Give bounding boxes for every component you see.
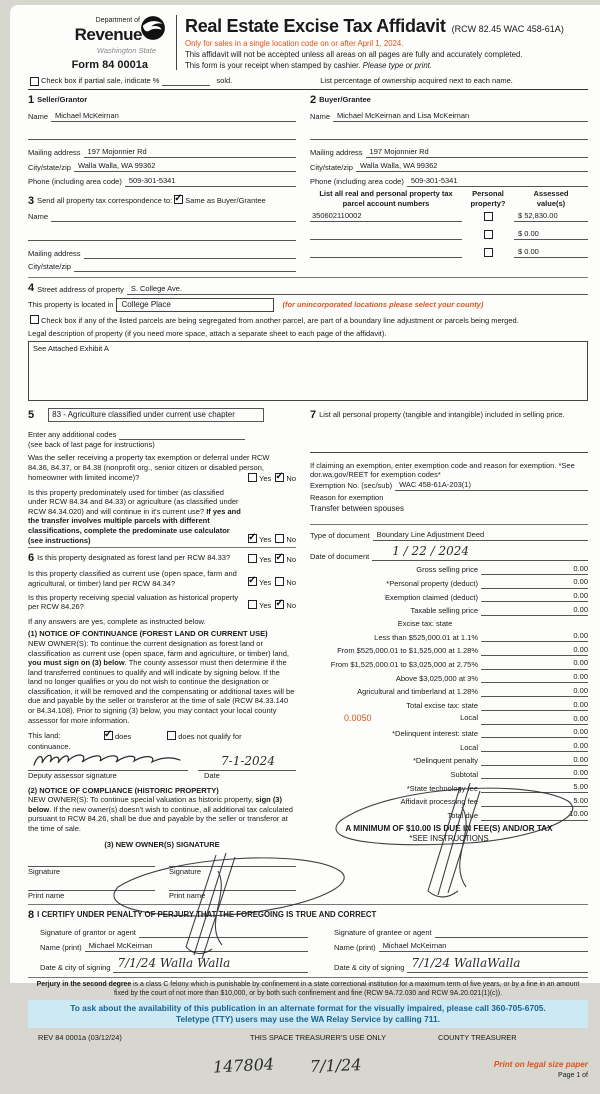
money-label: Above $3,025,000 at 3% [395, 673, 478, 683]
grantee-name-field[interactable]: Michael McKeirnan [379, 941, 588, 952]
money-value[interactable]: 0.00 [552, 605, 588, 616]
money-value[interactable]: 0.00 [552, 700, 588, 711]
exemption-intro: If claiming an exemption, enter exemption code and reason for exemption. *See dor.wa.gov/REET for exemption codes* [310, 460, 575, 480]
money-value[interactable]: 0.00 [552, 768, 588, 779]
q2-yes-checkbox[interactable] [248, 534, 257, 543]
money-value[interactable]: 5.00 [552, 782, 588, 793]
additional-codes-label: Enter any additional codes [28, 430, 117, 440]
seller-mailing-label: Mailing address [28, 148, 81, 158]
stamp-date: 7/1/24 [309, 1055, 362, 1077]
grantor-sig-field[interactable] [139, 928, 308, 938]
page-title: Real Estate Excise Tax Affidavit [185, 16, 446, 36]
header-divider [176, 15, 177, 70]
print-label-2: Print name [169, 890, 206, 900]
buyer-mailing-label: Mailing address [310, 148, 363, 158]
logo-revenue: Revenue [74, 24, 142, 44]
assessed-value-field-3[interactable]: $ 0.00 [514, 247, 588, 258]
reason-label: Reason for exemption [310, 492, 384, 502]
money-value[interactable]: 10.00 [552, 809, 588, 820]
q1-no-checkbox[interactable] [275, 473, 284, 482]
seller-name-field[interactable]: Michael McKeirnan [51, 111, 296, 122]
partial-sale-row [28, 76, 588, 86]
corr-name2-field[interactable] [28, 231, 296, 241]
corr-city-field[interactable] [74, 262, 296, 272]
buyer-mailing-field[interactable]: 197 Mojonnier Rd [366, 147, 588, 158]
money-label: *Delinquent interest: state [392, 728, 478, 738]
street-label: Street address of property [37, 285, 124, 295]
money-label: Total due [447, 810, 478, 820]
question-forest-land: 6 Is this property designated as forest land per RCW 84.33? Yes ✓ No [28, 551, 296, 565]
land-qualify-row: This land: ✓ does does not qualify for [28, 731, 296, 742]
logo-state: Washington State [96, 45, 156, 55]
money-label: Agricultural and timberland at 1.28% [357, 687, 478, 697]
continuance-word: continuance. [28, 741, 71, 751]
seller-mailing-field[interactable]: 197 Mojonnier Rd [84, 147, 296, 158]
county-treasurer-label: COUNTY TREASURER [438, 1032, 517, 1042]
parcel-row [310, 229, 588, 240]
exemption-no-label: Exemption No. (sec/sub) [310, 481, 393, 491]
seller-city-label: City/state/zip [28, 162, 71, 172]
seller-phone-field[interactable]: 509-301-5341 [125, 176, 296, 187]
money-value[interactable]: 0.00 [552, 658, 588, 669]
affidavit-page: Department of Revenue Washington State Form 84 0001a Real Estate Excise Tax Affidavit (RCW 82.45 WAC 458-61A) Only for sales in a single location code on or after April 1, 2024. This affidavit will not be accepted unless all areas on all pages are fully and accurately completed. This form is your receipt when stamped by cashier. Please type or print. Check box if partial sale, indicate % sold. List percentage of ownership acquired next to each name. 1 Seller/Grantor Name Michael McKeirnan Mailing address 197 Mojonnier Rd City/state/zip Walla Walla, WA 99362 Phone (including area code) 509-301-5341 3 Send all property tax correspondence to: ✓ Same as Buyer/Grantee Name Mailing address City/state/zip 2 Buyer/Grantee Name Michael McKeirnan and Lisa McKeirnan Mailing address 197 Mojonnier Rd City/state/zip Walla Walla, WA 99362 Phone (including area code) 509-301-5341 List all real and personal property tax parcel account numbers Personal property? Assessed value(s) 350602110002 $ 52,830.00 $ 0.00 $ 0.00 4 Street address of property S. College Ave. This property is located in College Place (for unincorporated locations please select your county) Check box if any of the listed parcels are being segregated from another parcel, are part of a boundary line adjustment or parcels being merged. Legal description of property (if you need more space, attach a separate sheet to each page of the affidavit). See Attached Exhibit A 5 83 - Agriculture classified under current use chapter Enter any additional codes (see back of last page for instructions) Was the seller receiving a property tax exemption or deferral under RCW 84.36, 84.37, or 84.38 (nonprofit org., senior citizen or disabled person, homeowner with limited income)? Yes ✓ No Is this property predominately used for timber (as classified under RCW 84.34 and 84.33) or agriculture (as classified under RCW 84.34.020) and will continue in it's current use? If yes and the transfer involves multiple parcels with different classifications, complete the predominate use calculator (see instructions) ✓ Yes No 6 Is this property designated as forest land per RCW 84.33? Yes ✓ No Is this property classified as current use (open space, farm and agricultural, or timber) land per RCW 84.34? ✓ Yes No Is this property receiving special valuation as historical property per RCW 84.26? Yes ✓ No If any answers are yes, complete as instructed below. (1) NOTICE OF CONTINUANCE (FOREST LAND OR CURRENT USE) NEW OWNER(S): To continue the current designation as forest land or classification as current use (open space, farm and agriculture, or timber) land, you must sign on (3) below. The county assessor must then determine if the land transferred continues to qualify and will indicate by signing below. If the land no longer qualifies or you do not wish to continue the designation or classification, it will be removed and the compensating or additional taxes will be due and payable by the seller or transferor at the time of sale (RCW 84.33.140 or 84.34.108). Prior to signing (3) below, you may contact your local county assessor for more information. This land: ✓ does does not qualify for continuance. 7-1-2024 Deputy assessor signature Date (2) NOTICE OF COMPLIANCE (HISTORIC PROPERTY) NEW OWNER(S): To continue special valuation as historic property, sign (3) below. If the new owner(s) doesn't wish to continue, all additional tax calculated pursuant to RCW 84.26, shall be due and payable by the seller or transferor at the time of sale. (3) NEW OWNER(S) SIGNATURE Signature Print name Signature Print name 7 List all personal property (tangible and intangible) included in selling price. If claiming an exemption, enter exemption code and reason for exemption. *See dor.wa.gov/REET for exemption codes* Exemption No. (sec/sub) WAC 458-61A-203(1) Reason for exemption Transfer between spouses Type of document Boundary Line Adjustment Deed Date of document 1 / 22 / 2024 Gross selling price 0.00 *Personal property (deduct) 0.00 Exemption claimed (deduct) 0.00 Taxable selling price 0.00 Excise tax: state Less than $525,000.01 at 1.1% 0.00 From $525,000.01 to $1,525,000 at 1.28% 0.00 From $1,525,000.01 to $3,025,000 at 2.75% 0.00 Above $3,025,000 at 3% 0.00 Agricultural and timberland at 1.28% 0.00 Total excise tax: state 0.00 0.0050 Local 0.00 *Delinquent interest: state 0.00 Local 0.00 *Delinquent penalty 0.00 Subtotal 0.00 *State technology fee 5.00 Affidavit processing fee 5.00 Total due 10.00 A MINIMUM OF $10.00 IS DUE IN FEE(S) AND/OR TAX *SEE INSTRUCTIONS 8 I CERTIFY UNDER PENALTY OF PERJURY THAT THE FOREGOING IS TRUE AND CORRECT Signature of grantor or agent Name (print) Michael McKeirnan Date & city of signing 7/1/24 Walla Walla Signature of grantee or agent Name (print) Michael McKeirnan Date & city of signing 7/1/24 WallaWalla Perjury in the second degree is a class C felony which is punishable by confinement in a state correctional institution for a maximum term of five years, or by a fine in an amount fixed by the court of not more than $10,000, or by both such confinement and fine (RCW 9A.72.030 and RCW 9A.20.021(1)(c)). To ask about the availability of this publication in an alternate format for the visually impaired, please call 360-705-6705. Teletype (TTY) users may use the WA Relay Service by calling 711. REV 84 0001a (03/12/24) THIS SPACE TREASURER'S USE ONLY COUNTY TREASURER 147804 7/1/24 Print on legal size paper Page 1 of [10, 5, 600, 983]
accessibility-band: To ask about the availability of this publication in an alternate format for the visually impaired, please call 360-705-6705. Teletype (TTY) users may use the WA Relay Service by calling 711. [28, 1000, 588, 1028]
section7-intro: 7 List all personal property (tangible and intangible) included in selling price. [310, 408, 565, 421]
parcel-number-field-3[interactable] [310, 248, 462, 258]
question-current-use: Is this property classified as current use (open space, farm and agricultural, or timber) land per RCW 84.34? ✓ Yes No [28, 569, 296, 588]
seller-name-label: Name [28, 112, 49, 122]
seller-city-field[interactable]: Walla Walla, WA 99362 [74, 161, 296, 172]
additional-codes-field[interactable] [119, 430, 245, 440]
does-not-checkbox[interactable] [167, 731, 176, 740]
parcel-row [310, 247, 588, 258]
sig3-title: (3) NEW OWNER(S) SIGNATURE [104, 839, 220, 849]
section8-title: 8 I CERTIFY UNDER PENALTY OF PERJURY THAT THE FOREGOING IS TRUE AND CORRECT [28, 909, 377, 922]
money-value[interactable]: 0.00 [552, 577, 588, 588]
reason-value[interactable]: Transfer between spouses [310, 504, 404, 514]
legal-description-label: Legal description of property (if you need more space, attach a separate sheet to each page of the affidavit). [28, 328, 387, 338]
if-any-note: If any answers are yes, complete as instructed below. [28, 616, 206, 626]
doc-date-label: Date of document [310, 551, 370, 561]
located-label: This property is located in [28, 300, 114, 310]
stamp-number: 147804 [212, 1054, 275, 1078]
buyer-phone-field[interactable]: 509-301-5341 [407, 176, 588, 187]
buyer-name-label: Name [310, 112, 331, 122]
question-predominate-use: Is this property predominately used for timber (as classified under RCW 84.34 and 84.33) or agriculture (as classified under RCW 84.34.020) and will continue in it's current use? If yes and the transfer involves multiple parcels with different classifications, complete the predominate use calculator (see instructions) ✓ Yes No [28, 488, 296, 546]
parcel-row [310, 211, 588, 222]
section3-header: 3 Send all property tax correspondence to: ✓ Same as Buyer/Grantee [28, 194, 296, 208]
logo-dept-line: Department of [95, 17, 140, 24]
header-note2: This form is your receipt when stamped by cashier. Please type or print. [185, 60, 433, 70]
partial-sale-label: Check box if partial sale, indicate % [41, 76, 160, 86]
corr-mailing-label: Mailing address [28, 248, 81, 258]
buyer-city-field[interactable]: Walla Walla, WA 99362 [356, 161, 588, 172]
header-note1: This affidavit will not be accepted unless all areas on all pages are fully and accurately completed. [185, 50, 523, 59]
new-owner-print-field-2[interactable] [169, 878, 296, 891]
money-value[interactable]: 5.00 [552, 796, 588, 807]
corr-name-field[interactable] [51, 212, 296, 222]
grantee-sig-label: Signature of grantee or agent [334, 928, 432, 938]
segregated-label: Check box if any of the listed parcels are being segregated from another parcel, are part of a boundary line adjustment or parcels being merged. [41, 316, 519, 326]
buyer-name-field[interactable]: Michael McKeirnan and Lisa McKeirnan [333, 111, 588, 122]
legal-description-box[interactable]: See Attached Exhibit A [28, 341, 588, 401]
money-value[interactable]: 0.00 [552, 686, 588, 697]
money-label: Less than $525,000.01 at 1.1% [374, 632, 478, 642]
corr-name-label: Name [28, 211, 49, 221]
notice1-title: (1) NOTICE OF CONTINUANCE (FOREST LAND OR CURRENT USE) [28, 629, 268, 639]
q2-no-checkbox[interactable] [275, 534, 284, 543]
deputy-assessor-signature-scrawl [30, 749, 190, 771]
q3-yes-checkbox[interactable] [248, 554, 257, 563]
additional-codes-note: (see back of last page for instructions) [28, 439, 155, 449]
personal-property-checkbox-3[interactable] [484, 248, 493, 257]
q4-yes-checkbox[interactable] [248, 577, 257, 586]
partial-sale-sold: sold. [216, 76, 233, 86]
grantee-name-label: Name (print) [334, 942, 376, 952]
money-label: Subtotal [450, 769, 478, 779]
new-owner-signature-block [28, 853, 296, 900]
use-code-select[interactable]: 83 - Agriculture classified under current use chapter [48, 408, 264, 422]
minimum-due-note: A MINIMUM OF $10.00 IS DUE IN FEE(S) AND/OR TAX [345, 823, 553, 833]
new-owner-sig-field-1[interactable] [28, 853, 155, 867]
grantee-date-field[interactable]: 7/1/24 WallaWalla [407, 956, 588, 973]
see-instructions: *SEE INSTRUCTIONS [409, 834, 489, 844]
q1-yes-checkbox[interactable] [248, 473, 257, 482]
seller-name2-field[interactable] [28, 130, 296, 140]
money-value[interactable]: 0.00 [552, 741, 588, 752]
q5-yes-checkbox[interactable] [248, 600, 257, 609]
buyer-name2-field[interactable] [310, 130, 588, 140]
money-label: Affidavit processing fee [400, 797, 478, 807]
excise-tax-state-header: Excise tax: state [397, 618, 453, 628]
partial-sale-checkbox[interactable] [30, 77, 39, 86]
deputy-date-label: Date [204, 770, 220, 780]
money-label: Exemption claimed (deduct) [385, 592, 478, 602]
notice1-body: NEW OWNER(S): To continue the current designation as forest land or classification as current use (open space, farm and agriculture, or timber) land, you must sign on (3) below. The county assessor must then determine if the land transferred continues to qualify and will indicate by signing below. If the land no longer qualifies or you do not wish to continue the designation or classification, it will be removed and the compensating or additional taxes will be due and payable by the seller or transferor at the time of sale (RCW 84.33.140 or 84.34.108). Prior to signing (3) below, you may contact your local county assessor for more information. [28, 638, 295, 725]
title-rcw: (RCW 82.45 WAC 458-61A) [451, 24, 564, 34]
money-value[interactable]: 0.00 [552, 564, 588, 575]
sig-label-2: Signature [169, 866, 202, 876]
grantor-name-label: Name (print) [40, 942, 82, 952]
doc-date-field[interactable]: 1 / 22 / 2024 [372, 544, 588, 561]
money-label: *Personal property (deduct) [386, 578, 478, 588]
street-field[interactable]: S. College Ave. [127, 284, 588, 295]
grantor-name-field[interactable]: Michael McKeirnan [85, 941, 308, 952]
personal-property-checkbox-1[interactable] [484, 212, 493, 221]
buyer-phone-label: Phone (including area code) [310, 177, 404, 187]
county-note: (for unincorporated locations please select your county) [282, 300, 484, 310]
page-indicator: Page 1 of [558, 1072, 588, 1080]
notice2-title: (2) NOTICE OF COMPLIANCE (HISTORIC PROPERTY) [28, 785, 219, 795]
section2-header: 2 Buyer/Grantee [310, 93, 371, 106]
parcel-number-field[interactable]: 350602110002 [310, 211, 462, 222]
money-label: Local [460, 713, 478, 723]
location-select[interactable]: College Place [116, 298, 274, 312]
perjury-note: Perjury in the second degree is a class C felony which is punishable by confinement in a state correctional institution for a maximum term of five years, or by a fine in an amount fixed by the court of not more than $10,000, or by both such confinement and fine (RCW 9A.72.030 and RCW 9A.20.021(1)(c)). [36, 980, 580, 997]
grantor-date-label: Date & city of signing [40, 963, 111, 973]
money-label: *State technology fee [406, 783, 478, 793]
exemption-no-field[interactable]: WAC 458-61A-203(1) [395, 480, 588, 491]
same-as-buyer-checkbox[interactable] [174, 195, 183, 204]
q3-no-checkbox[interactable] [275, 554, 284, 563]
grantor-date-field[interactable]: 7/1/24 Walla Walla [113, 956, 308, 973]
print-legal-note: Print on legal size paper [493, 1060, 588, 1070]
grantor-sig-label: Signature of grantor or agent [40, 928, 136, 938]
money-label: *Delinquent penalty [412, 756, 478, 766]
seller-phone-label: Phone (including area code) [28, 177, 122, 187]
sig-label-1: Signature [28, 866, 61, 876]
money-value[interactable]: 0.00 [552, 631, 588, 642]
dor-logo [28, 13, 166, 72]
money-label: From $525,000.01 to $1,525,000 at 1.28% [337, 646, 478, 656]
corr-mailing-field[interactable] [84, 249, 296, 259]
money-label: Gross selling price [416, 565, 478, 575]
buyer-city-label: City/state/zip [310, 162, 353, 172]
money-label: From $1,525,000.01 to $3,025,000 at 2.75% [330, 659, 478, 669]
doc-type-field[interactable]: Boundary Line Adjustment Deed [373, 530, 588, 541]
money-value[interactable]: 0.00 [552, 755, 588, 766]
money-value[interactable]: 0.00 [552, 672, 588, 683]
parcel-table-header: List all real and personal property tax parcel account numbers Personal property? Assessed value(s) [319, 188, 569, 208]
print-label-1: Print name [28, 890, 65, 900]
q4-no-checkbox[interactable] [275, 577, 284, 586]
personal-property-checkbox-2[interactable] [484, 230, 493, 239]
money-value[interactable]: 0.00 [552, 727, 588, 738]
form-number: Form 84 0001a [71, 59, 148, 72]
grantee-date-label: Date & city of signing [334, 963, 405, 973]
personal-property-list-field[interactable] [310, 422, 588, 453]
segregated-checkbox[interactable] [30, 315, 39, 324]
q5-no-checkbox[interactable] [275, 600, 284, 609]
money-label: Local [460, 742, 478, 752]
assessed-value-field-2[interactable]: $ 0.00 [514, 229, 588, 240]
treasurer-space-label: THIS SPACE TREASURER'S USE ONLY [249, 1032, 387, 1042]
deputy-sig-label: Deputy assessor signature [28, 770, 117, 780]
local-rate: 0.0050 [344, 713, 372, 724]
notice2-body: NEW OWNER(S): To continue special valuation as historic property, sign (3) below. If the new owner(s) doesn't wish to continue, all additional tax calculated pursuant to RCW 84.26, shall be due and payable by the seller or transferor at the time of sale. [28, 795, 293, 833]
section1-header: 1 Seller/Grantor [28, 93, 88, 106]
rev-number: REV 84 0001a (03/12/24) [38, 1032, 122, 1042]
header-warning: Only for sales in a single location code on or after April 1, 2024. [185, 39, 404, 49]
deputy-date-field[interactable]: 7-1-2024 [198, 754, 296, 771]
money-label: Total excise tax: state [406, 701, 478, 711]
grantee-sig-field[interactable] [435, 928, 588, 938]
dor-swirl-icon [140, 15, 166, 41]
doc-type-label: Type of document [310, 531, 370, 541]
assessed-value-field-1[interactable]: $ 52,830.00 [514, 211, 588, 222]
q1-answers: Yes ✓ No [28, 473, 296, 484]
section4: 4 Street address of property S. College Ave. This property is located in College Place (for unincorporated locations please select your county) Check box if any of the listed parcels are being segregated from another parcel, are part of a boundary line adjustment or parcels being merged. Legal description of property (if you need more space, attach a separate sheet to each page of the affidavit). See Attached Exhibit A [28, 281, 588, 401]
money-value[interactable]: 0.00 [552, 645, 588, 656]
corr-city-label: City/state/zip [28, 262, 71, 272]
footer-row [28, 1033, 588, 1042]
money-value[interactable]: 0.00 [552, 714, 588, 725]
new-owner-sig-field-2[interactable] [169, 853, 296, 867]
treasurer-stamp-area [28, 1042, 588, 1094]
ownership-note: List percentage of ownership acquired next to each name. [320, 76, 513, 86]
money-value[interactable]: 0.00 [552, 591, 588, 602]
question-historic: Is this property receiving special valuation as historical property per RCW 84.26? Yes ✓ No [28, 593, 296, 612]
section8 [28, 908, 588, 973]
partial-sale-percent-field[interactable] [162, 85, 210, 86]
question-exemption-deferral: Was the seller receiving a property tax exemption or deferral under RCW 84.36, 84.37, or 84.38 (nonprofit org., senior citizen or disabled person, homeowner with limited income)? [28, 453, 270, 482]
does-checkbox[interactable] [104, 731, 113, 740]
parcel-number-field-2[interactable] [310, 230, 462, 240]
deputy-signature-field[interactable] [28, 753, 188, 771]
new-owner-print-field-1[interactable] [28, 878, 155, 891]
header [28, 13, 588, 72]
money-label: Taxable selling price [410, 606, 478, 616]
